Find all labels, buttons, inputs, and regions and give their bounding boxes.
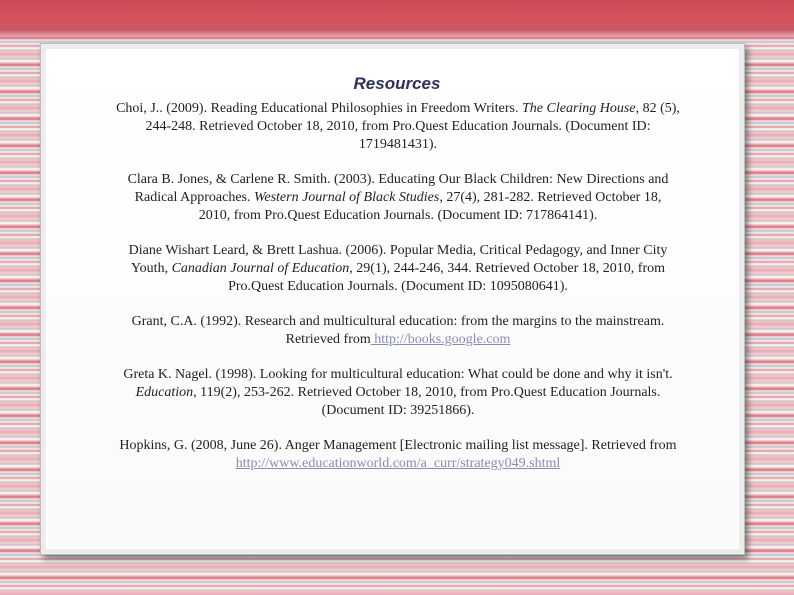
journal-title: The Clearing House [522, 101, 636, 116]
reference-line [70, 384, 726, 402]
reference-item-3 [70, 242, 726, 296]
reference-line [70, 189, 726, 207]
reference-text: Youth, [130, 261, 172, 276]
reference-text: , 82 (5), [635, 101, 680, 116]
reference-link[interactable]: http://books.google.com [370, 332, 511, 347]
reference-line: (Document ID: 39251866). [321, 403, 475, 418]
reference-line: Pro.Quest Education Journals. (Document ID: 1095080641). [228, 279, 568, 294]
reference-line: Hopkins, G. (2008, June 26). Anger Management [Electronic mailing list message]. Retrieved from [119, 438, 677, 453]
reference-text: , 29(1), 244-246, 344. Retrieved October 18, 2010, from [349, 261, 666, 276]
background-banner [0, 0, 794, 36]
page-title: Resources [353, 74, 441, 93]
reference-item-1 [70, 100, 726, 154]
reference-line: Clara B. Jones, & Carlene R. Smith. (2003). Educating Our Black Children: New Directions and [127, 172, 669, 187]
reference-text: Retrieved from [285, 332, 371, 347]
journal-title: Canadian Journal of Education [171, 261, 350, 276]
reference-item-6 [70, 437, 726, 473]
reference-item-4 [70, 313, 726, 349]
reference-text: , 27(4), 281-282. Retrieved October 18, [439, 190, 662, 205]
reference-link[interactable]: http://www.educationworld.com/a_curr/strategy049.shtml [235, 456, 561, 471]
reference-line [70, 260, 726, 278]
reference-text: Choi, J.. (2009). Reading Educational Philosophies in Freedom Writers. [116, 101, 522, 116]
reference-line [70, 455, 726, 473]
reference-line: 2010, from Pro.Quest Education Journals. (Document ID: 717864141). [198, 208, 598, 223]
reference-item-5 [70, 366, 726, 420]
reference-line: 244-248. Retrieved October 18, 2010, from Pro.Quest Education Journals. (Document ID: [145, 119, 651, 134]
journal-title: Western Journal of Black Studies [254, 190, 440, 205]
reference-line [70, 100, 726, 118]
reference-text: , 119(2), 253-262. Retrieved October 18, 2010, from Pro.Quest Education Journals. [193, 385, 661, 400]
reference-line [70, 331, 726, 349]
reference-text: Radical Approaches. [134, 190, 254, 205]
reference-line: 1719481431). [358, 137, 438, 152]
reference-item-2 [70, 171, 726, 225]
journal-title: Education [135, 385, 194, 400]
reference-list [70, 100, 726, 490]
reference-line: Greta K. Nagel. (1998). Looking for multicultural education: What could be done and why it isn't. [123, 367, 673, 382]
reference-line: Diane Wishart Leard, & Brett Lashua. (2006). Popular Media, Critical Pedagogy, and Inner City [128, 243, 668, 258]
reference-line: Grant, C.A. (1992). Research and multicultural education: from the margins to the mainstream. [131, 314, 665, 329]
